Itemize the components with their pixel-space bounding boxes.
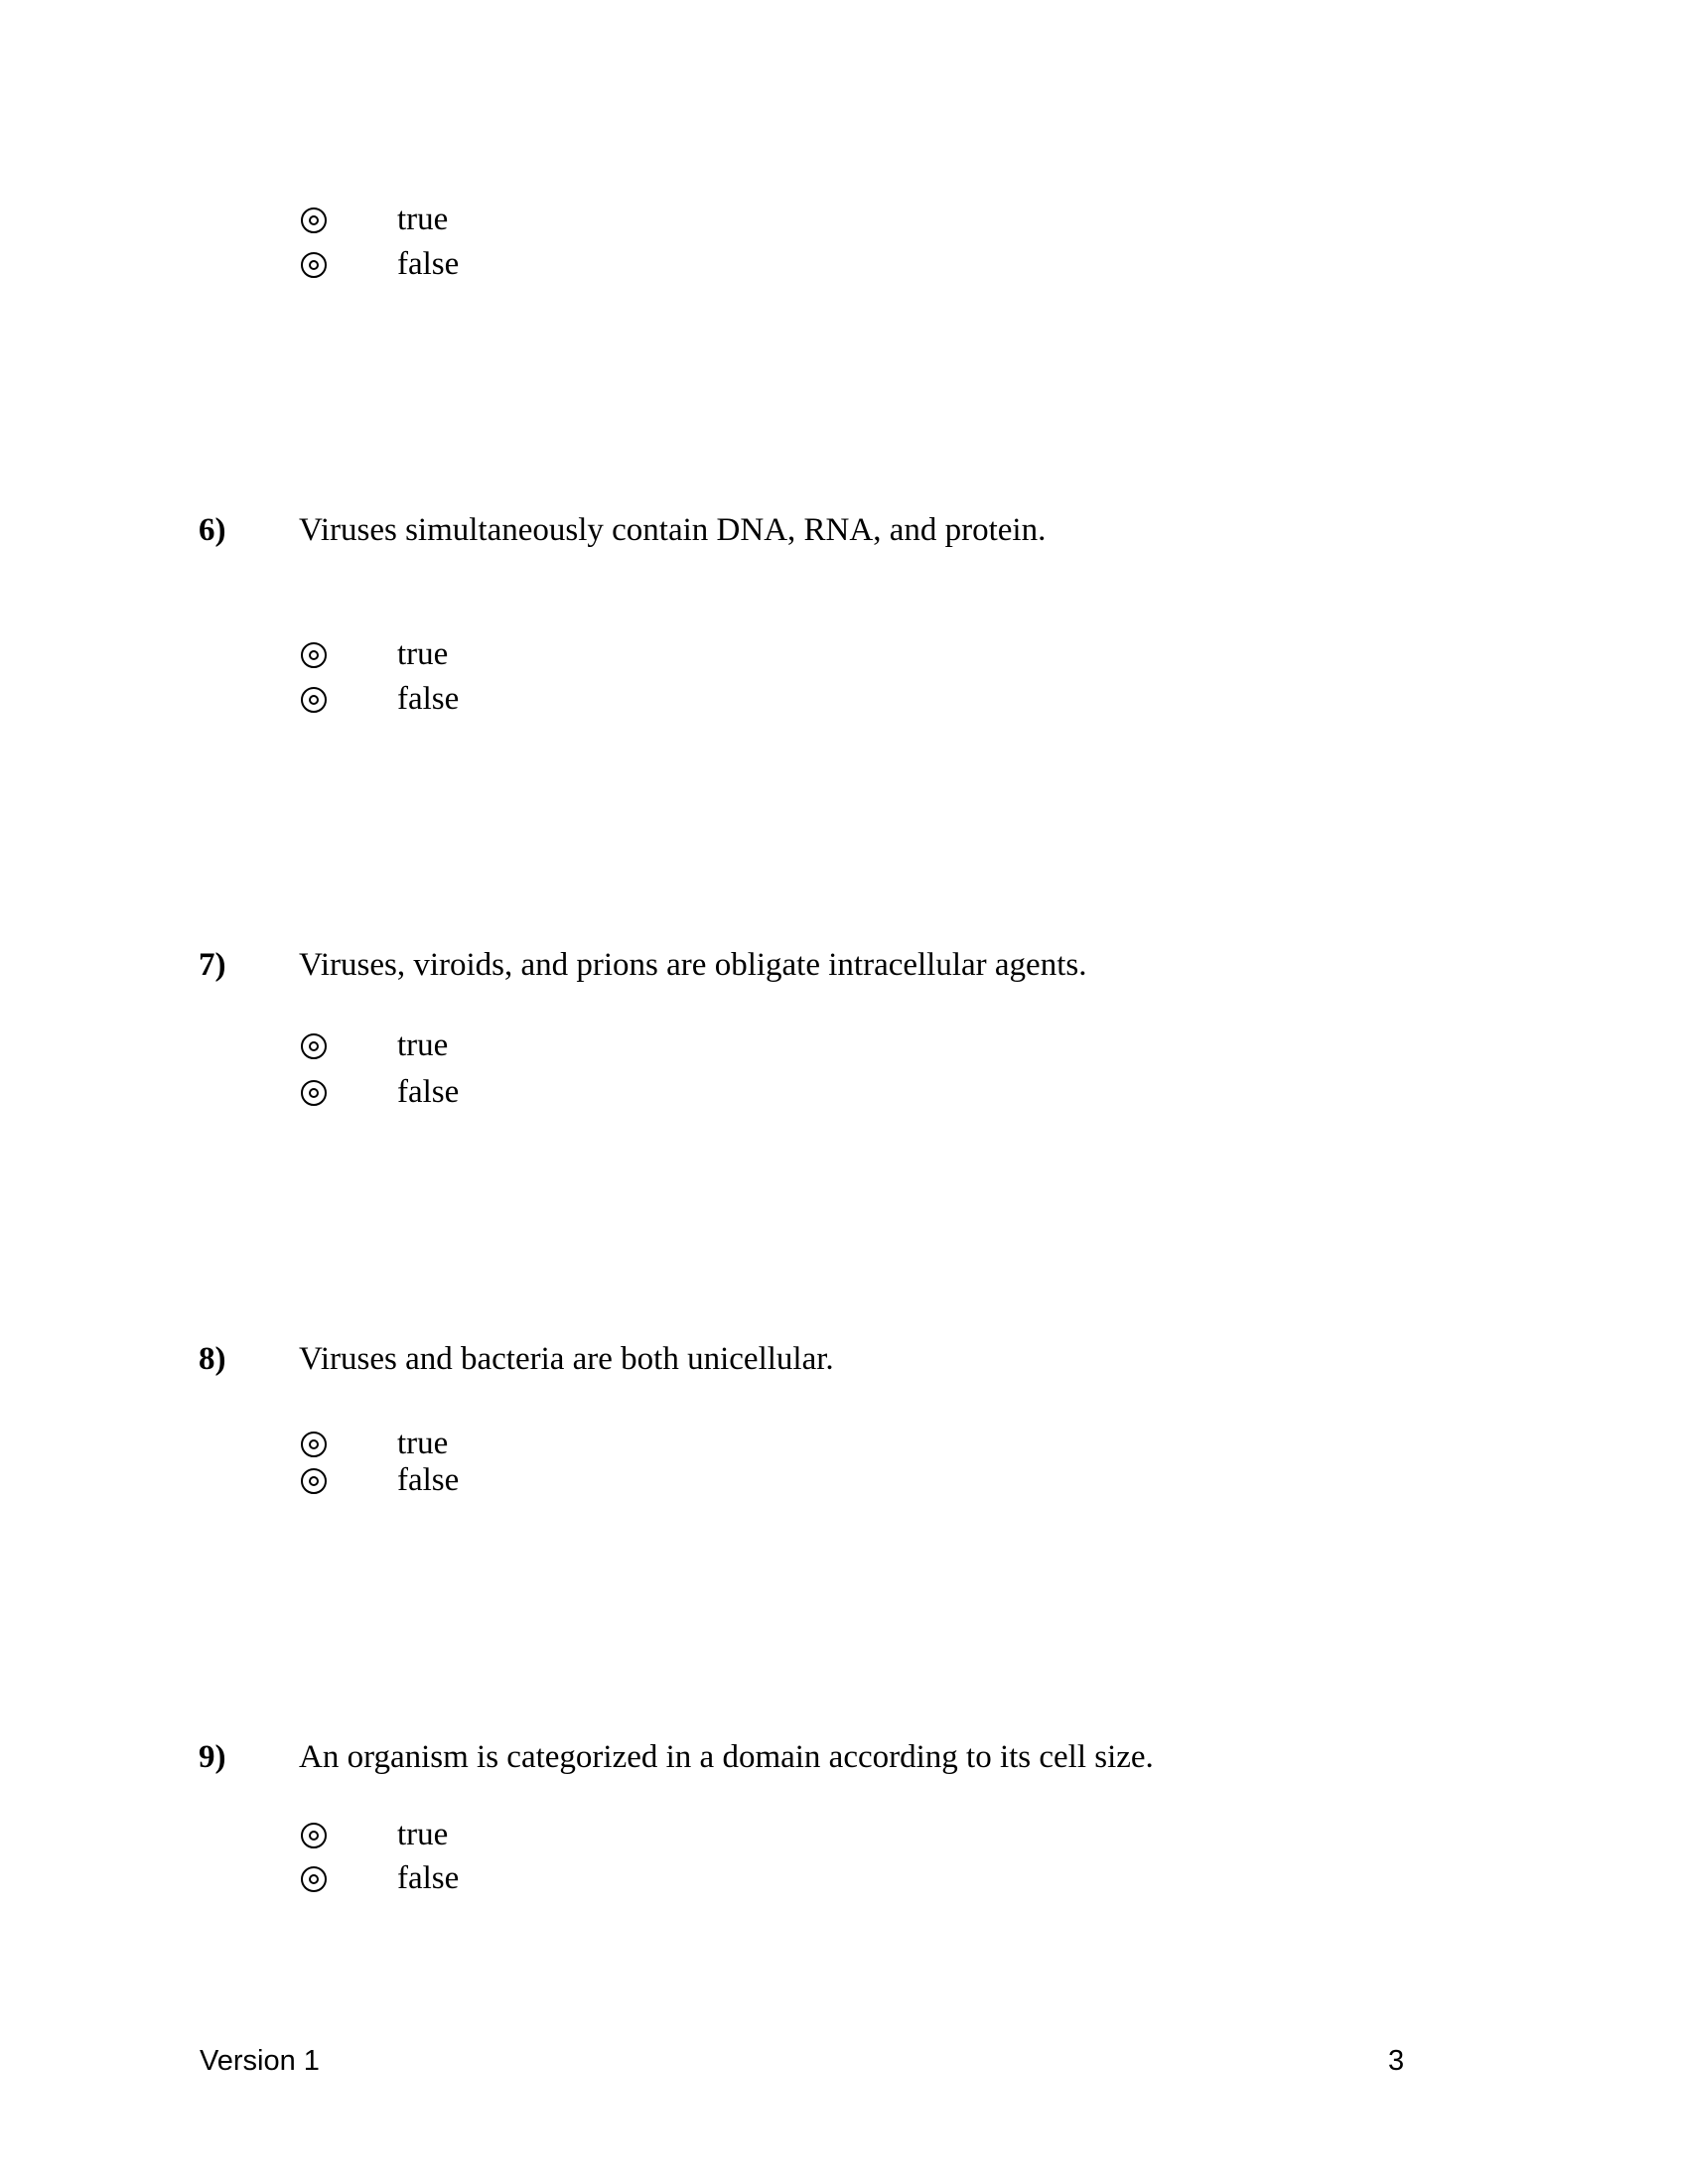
option-label: true [397,1817,449,1852]
question-number: 8) [199,1341,226,1377]
radio-button-icon[interactable] [301,252,327,278]
radio-button-icon[interactable] [301,1468,327,1494]
question-text: Viruses simultaneously contain DNA, RNA, and protein. [299,512,1047,548]
option-true[interactable] [301,1027,449,1063]
option-false[interactable] [301,1074,460,1110]
option-label: false [397,1860,460,1896]
question-text: An organism is categorized in a domain according to its cell size. [299,1739,1154,1775]
option-true[interactable] [301,636,449,672]
option-false[interactable] [301,246,460,282]
question-number: 6) [199,512,226,548]
radio-button-icon[interactable] [301,1080,327,1106]
option-false[interactable] [301,1860,460,1896]
option-label: true [397,636,449,672]
option-label: true [397,1426,449,1461]
option-label: false [397,246,460,282]
option-label: true [397,1027,449,1063]
radio-button-icon[interactable] [301,642,327,668]
radio-button-icon[interactable] [301,1866,327,1892]
option-label: false [397,1074,460,1110]
radio-button-icon[interactable] [301,1823,327,1848]
option-label: true [397,202,449,237]
page-number: 3 [1388,2045,1405,2077]
question-text: Viruses, viroids, and prions are obligate intracellular agents. [299,947,1087,983]
radio-button-icon[interactable] [301,207,327,233]
option-false[interactable] [301,681,460,717]
footer-version: Version 1 [200,2045,320,2077]
option-label: false [397,681,460,717]
option-true[interactable] [301,1426,449,1461]
question-number: 7) [199,947,226,983]
option-true[interactable] [301,1817,449,1852]
question-text: Viruses and bacteria are both unicellular. [299,1341,834,1377]
option-label: false [397,1462,460,1498]
radio-button-icon[interactable] [301,1432,327,1457]
question-number: 9) [199,1739,226,1775]
radio-button-icon[interactable] [301,1033,327,1059]
radio-button-icon[interactable] [301,687,327,713]
option-false[interactable] [301,1462,460,1498]
option-true[interactable] [301,202,449,237]
